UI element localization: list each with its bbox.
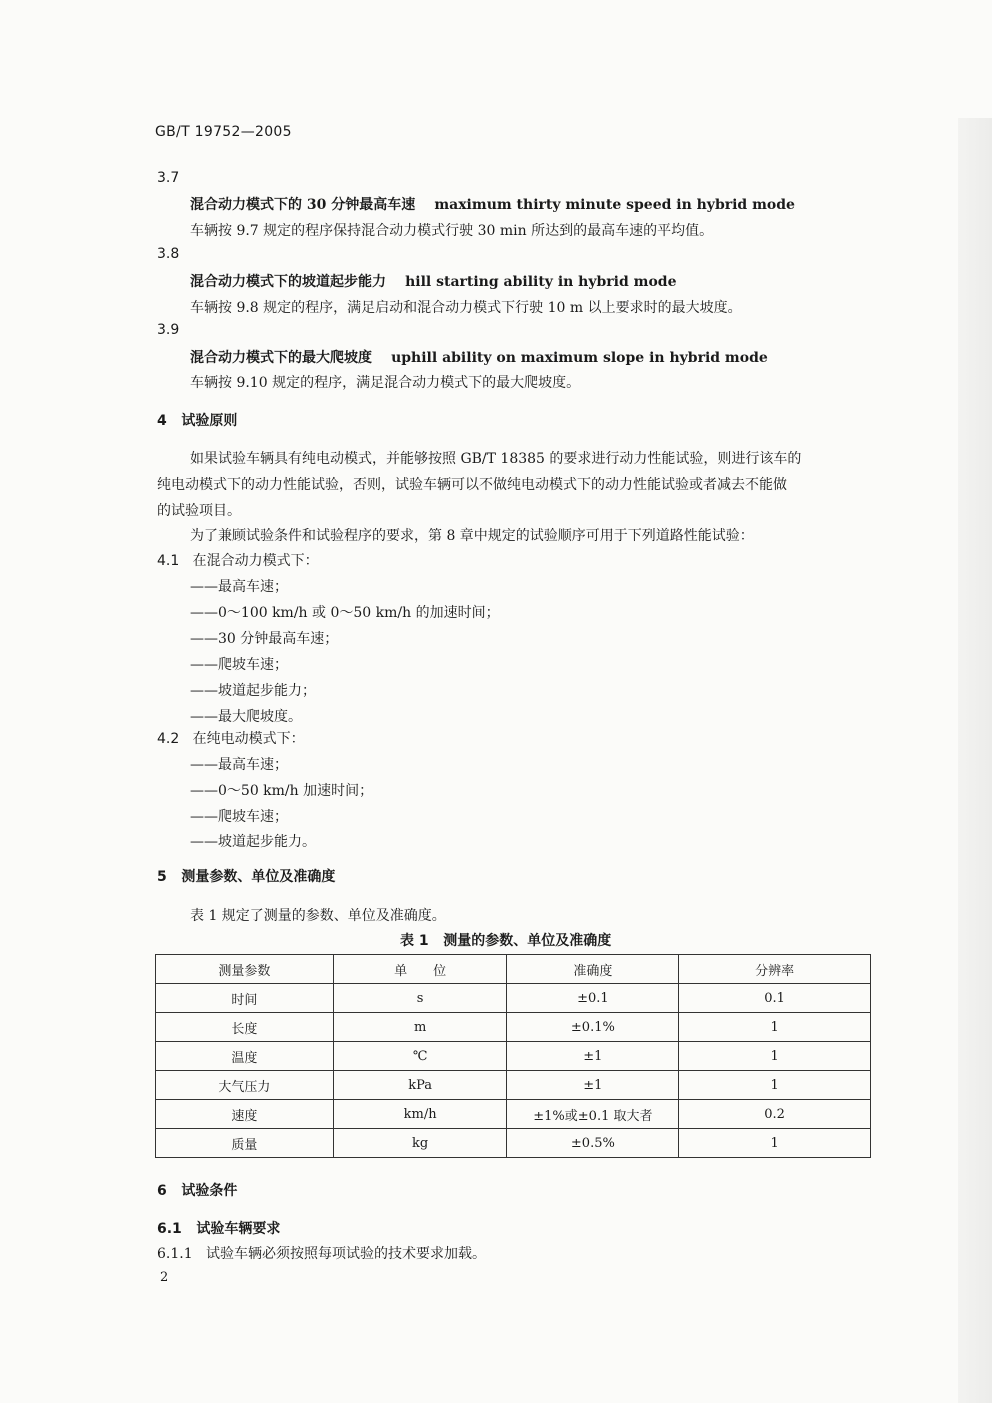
clause-text: 6.1.1 试验车辆必须按照每项试验的技术要求加载。 (157, 1246, 486, 1262)
table-cell: 0.1 (679, 984, 871, 1013)
subsection-heading: 4.1 在混合动力模式下： (157, 553, 319, 569)
term-en: uphill ability on maximum slope in hybrid mode (391, 350, 768, 366)
term-heading (190, 347, 768, 367)
table-row (156, 984, 871, 1013)
scan-edge-shadow (958, 118, 992, 1403)
table-cell: s (333, 984, 507, 1013)
table-cell: 质量 (156, 1129, 334, 1158)
table-header-cell: 单 位 (333, 955, 507, 984)
term-en: hill starting ability in hybrid mode (405, 274, 677, 290)
term-definition: 车辆按 9.7 规定的程序保持混合动力模式行驶 30 min 所达到的最高车速的平均值。 (190, 223, 714, 239)
table-cell: ±0.1% (507, 1013, 679, 1042)
section-heading: 4 试验原则 (157, 413, 238, 429)
table-cell: 速度 (156, 1100, 334, 1129)
table-cell: 1 (679, 1071, 871, 1100)
clause-number: 3.8 (157, 246, 180, 262)
table-cell: 0.2 (679, 1100, 871, 1129)
subsection-heading: 4.2 在纯电动模式下： (157, 731, 305, 747)
table-header-cell: 测量参数 (156, 955, 334, 984)
paragraph-line: 纯电动模式下的动力性能试验，否则，试验车辆可以不做纯电动模式下的动力性能试验或者减去不能做 (157, 477, 787, 493)
list-item: ——0～50 km/h 加速时间； (190, 783, 374, 799)
table-cell: kPa (333, 1071, 507, 1100)
list-item: ——最高车速； (190, 757, 288, 773)
table-cell: ±0.1 (507, 984, 679, 1013)
list-item: ——爬坡车速； (190, 657, 288, 673)
list-item: ——30 分钟最高车速； (190, 631, 339, 647)
table-header-cell: 准确度 (507, 955, 679, 984)
table-cell: ±1%或±0.1 取大者 (507, 1100, 679, 1129)
term-cn: 混合动力模式下的坡道起步能力 (190, 274, 386, 290)
term-heading (190, 194, 795, 214)
list-item: ——坡道起步能力。 (190, 834, 316, 850)
table-cell: ±0.5% (507, 1129, 679, 1158)
term-cn: 混合动力模式下的最大爬坡度 (190, 350, 372, 366)
paragraph-line: 为了兼顾试验条件和试验程序的要求，第 8 章中规定的试验顺序可用于下列道路性能试验： (190, 528, 754, 544)
paragraph-line: 的试验项目。 (157, 503, 241, 519)
table-cell: 1 (679, 1129, 871, 1158)
table-cell: ±1 (507, 1042, 679, 1071)
table-row (156, 1100, 871, 1129)
term-cn: 混合动力模式下的 30 分钟最高车速 (190, 197, 416, 213)
table-cell: 1 (679, 1042, 871, 1071)
paragraph-line: 表 1 规定了测量的参数、单位及准确度。 (190, 908, 446, 924)
table-row (156, 1013, 871, 1042)
subsection-heading: 6.1 试验车辆要求 (157, 1221, 281, 1237)
standard-code: GB/T 19752—2005 (155, 124, 292, 140)
term-en: maximum thirty minute speed in hybrid mode (434, 197, 795, 213)
table-row (156, 1042, 871, 1071)
table-row (156, 1071, 871, 1100)
list-item: ——最高车速； (190, 579, 288, 595)
table-cell: km/h (333, 1100, 507, 1129)
term-definition: 车辆按 9.10 规定的程序，满足混合动力模式下的最大爬坡度。 (190, 375, 581, 391)
list-item: ——坡道起步能力； (190, 683, 316, 699)
table-cell: 大气压力 (156, 1071, 334, 1100)
table-cell: 1 (679, 1013, 871, 1042)
table-cell: 长度 (156, 1013, 334, 1042)
table-cell: ±1 (507, 1071, 679, 1100)
list-item: ——最大爬坡度。 (190, 709, 302, 725)
clause-number: 3.9 (157, 322, 180, 338)
table-header-row (156, 955, 871, 984)
section-heading: 5 测量参数、单位及准确度 (157, 869, 336, 885)
table-cell: m (333, 1013, 507, 1042)
section-heading: 6 试验条件 (157, 1183, 238, 1199)
term-definition: 车辆按 9.8 规定的程序，满足启动和混合动力模式下行驶 10 m 以上要求时的最大坡度。 (190, 300, 742, 316)
parameter-table (155, 954, 871, 1158)
table-title: 表 1 测量的参数、单位及准确度 (400, 933, 612, 949)
table-header-cell: 分辨率 (679, 955, 871, 984)
table-cell: 温度 (156, 1042, 334, 1071)
paragraph-line: 如果试验车辆具有纯电动模式，并能够按照 GB/T 18385 的要求进行动力性能试验，则进行该车的 (190, 451, 802, 467)
clause-number: 3.7 (157, 170, 180, 186)
table-cell: kg (333, 1129, 507, 1158)
table-cell: ℃ (333, 1042, 507, 1071)
table-row (156, 1129, 871, 1158)
page-number: 2 (160, 1270, 169, 1285)
list-item: ——爬坡车速； (190, 809, 288, 825)
table-cell: 时间 (156, 984, 334, 1013)
list-item: ——0～100 km/h 或 0～50 km/h 的加速时间； (190, 605, 500, 621)
term-heading (190, 271, 677, 291)
